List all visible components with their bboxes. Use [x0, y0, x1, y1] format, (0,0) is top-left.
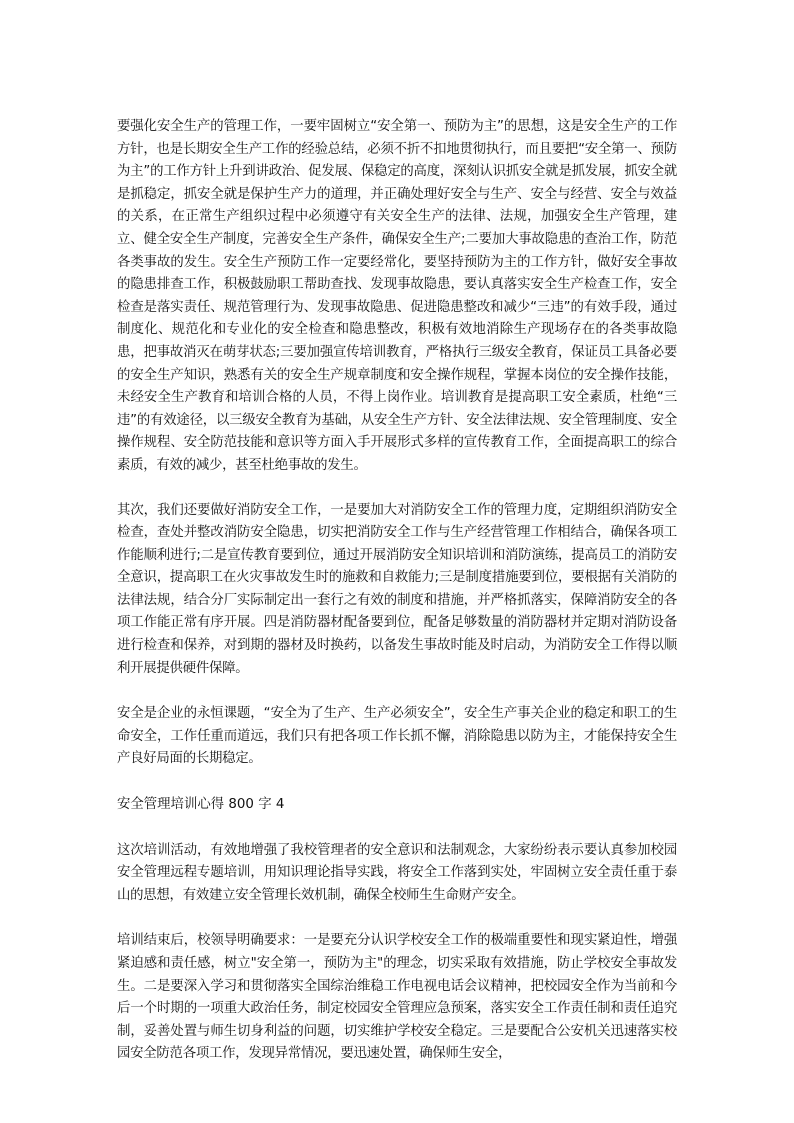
paragraph-leadership-requirements: 培训结束后，校领导明确要求：一是要充分认识学校安全工作的极端重要性和现实紧迫性，增强紧迫感和责任感，树立"安全第一，预防为主"的理念，切实采取有效措施，防止学校安全事故发生。二是要深入学习和贯彻落实全国综治维稳工作电视电话会议精神，把校园安全作为当前和今后一个时期的一项重大政治任务，制定校园安全管理应急预案，落实安全工作责任制和责任追究制，妥善处置与师生切身利益的问题，切实维护学校安全稳定。三是要配合公安机关迅速落实校园安全防范各项工作，发现异常情况，要迅速处置，确保师生安全， [117, 933, 677, 1062]
document-page [117, 116, 677, 1066]
paragraph-conclusion: 安全是企业的永恒课题，“安全为了生产、生产必须安全”，安全生产事关企业的稳定和职工的生命安全，工作任重而道远，我们只有把各项工作长抓不懈，消除隐患以防为主，才能保持安全生产良好局面的长期稳定。 [117, 706, 677, 767]
paragraph-training-activity: 这次培训活动，有效地增强了我校管理者的安全意识和法制观念，大家纷纷表示要认真参加校园安全管理远程专题培训，用知识理论指导实践，将安全工作落到实处，牢固树立安全责任重于泰山的思想，有效建立安全管理长效机制，确保全校师生生命财产安全。 [117, 842, 677, 903]
paragraph-fire-safety: 其次，我们还要做好消防安全工作，一是要加大对消防安全工作的管理力度，定期组织消防安全检查，查处并整改消防安全隐患，切实把消防安全工作与生产经营管理工作相结合，确保各项工作能顺利进行;二是宣传教育要到位，通过开展消防安全知识培训和消防演练，提高员工的消防安全意识，提高职工在火灾事故发生时的施救和自救能力;三是制度措施要到位，要根据有关消防的法律法规，结合分厂实际制定出一套行之有效的制度和措施，并严格抓落实，保障消防安全的各项工作能正常有序开展。四是消防器材配备要到位，配备足够数量的消防器材并定期对消防设备进行检查和保养，对到期的器材及时换药，以备发生事故时能及时启动，为消防安全工作得以顺利开展提供硬件保障。 [117, 502, 677, 676]
section-heading: 安全管理培训心得 800 字 4 [117, 797, 285, 813]
paragraph-safety-production: 要强化安全生产的管理工作，一要牢固树立“安全第一、预防为主”的思想，这是安全生产的工作方针，也是长期安全生产工作的经验总结，必须不折不扣地贯彻执行，而且要把“安全第一、预防为主”的工作方针上升到讲政治、促发展、保稳定的高度，深刻认识抓安全就是抓发展，抓安全就是抓稳定，抓安全就是保护生产力的道理，并正确处理好安全与生产、安全与经营、安全与效益的关系，在正常生产组织过程中必须遵守有关安全生产的法律、法规，加强安全生产管理，建立、健全安全生产制度，完善安全生产条件，确保安全生产;二要加大事故隐患的查治工作，防范各类事故的发生。安全生产预防工作一定要经常化，要坚持预防为主的工作方针，做好安全事故的隐患排查工作，积极鼓励职工帮助查找、发现事故隐患，要认真落实安全生产检查工作，安全检查是落实责任、规范管理行为、发现事故隐患、促进隐患整改和减少“三违”的有效手段，通过制度化、规范化和专业化的安全检查和隐患整改，积极有效地消除生产现场存在的各类事故隐患，把事故消灭在萌芽状态;三要加强宣传培训教育，严格执行三级安全教育，保证员工具备必要的安全生产知识，熟悉有关的安全生产规章制度和安全操作规程，掌握本岗位的安全操作技能，未经安全生产教育和培训合格的人员，不得上岗作业。培训教育是提高职工安全素质，杜绝“三违”的有效途径，以三级安全教育为基础，从安全生产方针、安全法律法规、安全管理制度、安全操作规程、安全防范技能和意识等方面入手开展形式多样的宣传教育工作，全面提高职工的综合素质，有效的减少，甚至杜绝事故的发生。 [117, 119, 677, 473]
